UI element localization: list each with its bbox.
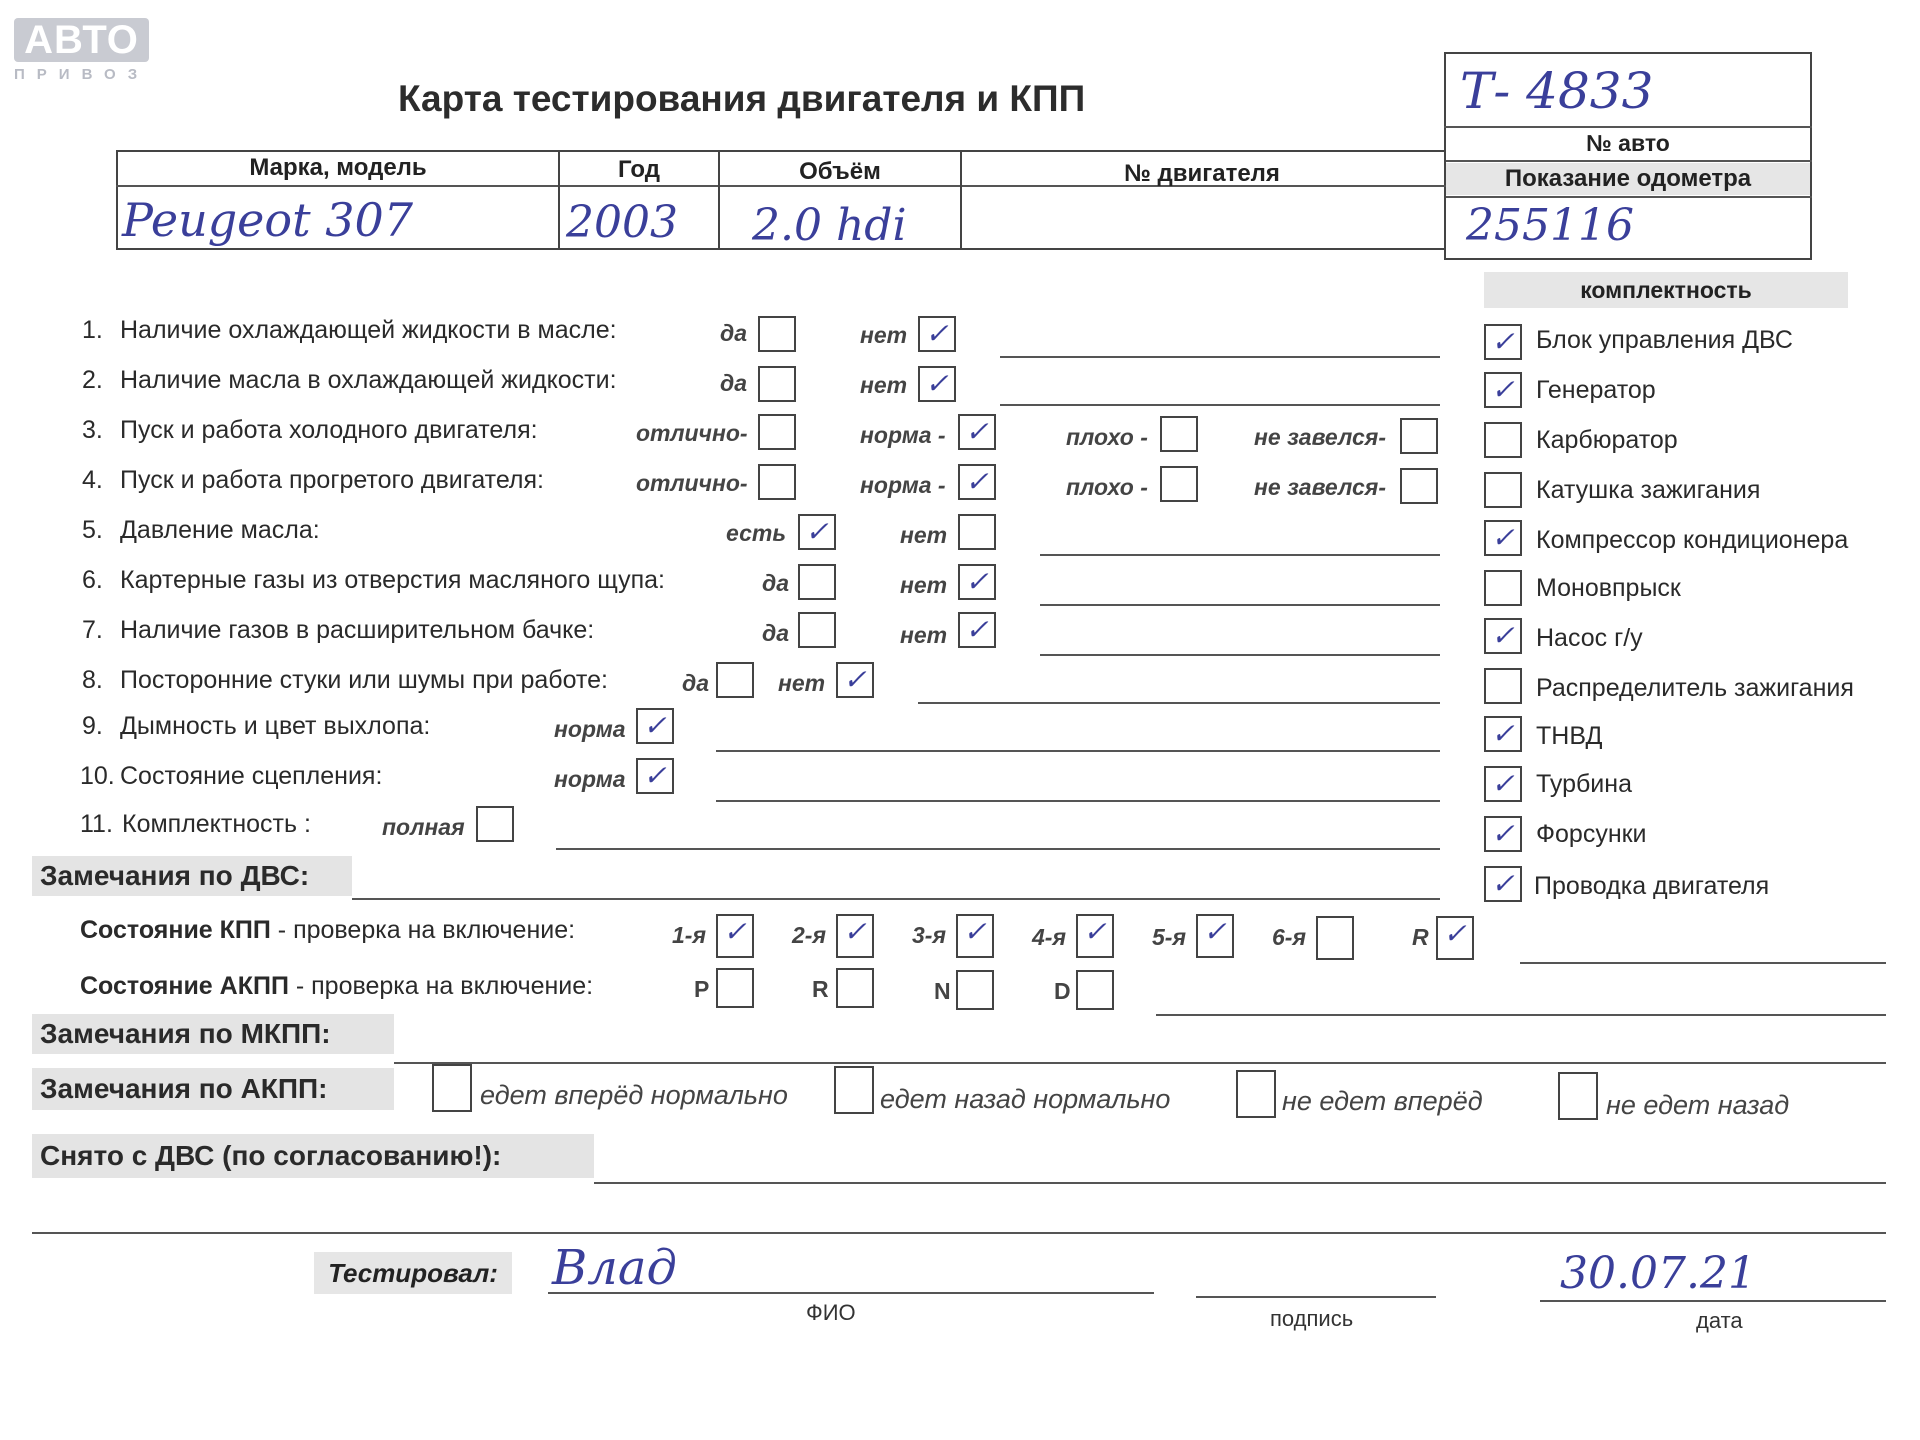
check-8-opt-net: нет bbox=[778, 670, 826, 696]
akpp-option-1-label: едет вперёд нормально bbox=[480, 1080, 788, 1110]
removed-line-2 bbox=[32, 1232, 1886, 1234]
kpp-label-rest: - проверка на включение: bbox=[270, 916, 576, 944]
check-4-box-3[interactable] bbox=[1160, 466, 1198, 502]
kpp-gear-r-label: R bbox=[1412, 924, 1429, 950]
check-9-opt-norma: норма bbox=[554, 716, 626, 742]
komplekt-label-8: Распределитель зажигания bbox=[1536, 674, 1854, 702]
kpp-gear-4-label: 4-я bbox=[1032, 924, 1066, 950]
kpp-gear-5-box[interactable]: ✓ bbox=[1196, 914, 1234, 958]
check-10-num: 10. bbox=[80, 762, 115, 790]
akpp-option-3-box[interactable] bbox=[1236, 1070, 1276, 1118]
check-1-opt-net: нет bbox=[860, 322, 908, 348]
notes-line bbox=[716, 750, 1440, 752]
kpp-gear-5-label: 5-я bbox=[1152, 924, 1186, 950]
akpp-option-1-box[interactable] bbox=[432, 1064, 472, 1112]
check-5-opt-est: есть bbox=[726, 520, 786, 546]
komplekt-box-1[interactable]: ✓ bbox=[1484, 324, 1522, 360]
date-line bbox=[1540, 1300, 1886, 1302]
akpp-option-4-box[interactable] bbox=[1558, 1072, 1598, 1120]
kpp-gear-1-label: 1-я bbox=[672, 922, 706, 948]
signature-caption: подпись bbox=[1270, 1306, 1354, 1331]
akpp-label-bold: Состояние АКПП bbox=[80, 972, 289, 1000]
komplekt-label-1: Блок управления ДВС bbox=[1536, 326, 1793, 354]
header-volume: Объём bbox=[799, 158, 881, 185]
fio-line bbox=[548, 1292, 1154, 1294]
check-3-opt-2: норма - bbox=[860, 422, 946, 448]
check-3-box-2[interactable]: ✓ bbox=[958, 414, 996, 450]
check-2-label: Наличие масла в охлаждающей жидкости: bbox=[120, 366, 617, 394]
check-3-opt-4: не завелся- bbox=[1254, 424, 1386, 450]
komplekt-label-6: Моновпрыск bbox=[1536, 574, 1681, 602]
komplekt-box-5[interactable]: ✓ bbox=[1484, 520, 1522, 556]
check-6-num: 6. bbox=[82, 566, 103, 594]
check-11-label: Комплектность : bbox=[122, 810, 311, 838]
header-model: Марка, модель bbox=[249, 154, 427, 181]
komplekt-box-2[interactable]: ✓ bbox=[1484, 372, 1522, 408]
check-10-box-norma[interactable]: ✓ bbox=[636, 758, 674, 794]
check-7-box-net[interactable]: ✓ bbox=[958, 612, 996, 648]
komplekt-label-2: Генератор bbox=[1536, 376, 1656, 404]
page-title: Карта тестирования двигателя и КПП bbox=[398, 78, 1086, 119]
check-5-box-est[interactable]: ✓ bbox=[798, 514, 836, 550]
kpp-gear-r-box[interactable]: ✓ bbox=[1436, 916, 1474, 960]
akpp-mode-n-label: N bbox=[934, 978, 951, 1004]
check-10-label: Состояние сцепления: bbox=[120, 762, 383, 790]
komplekt-label-10: Турбина bbox=[1536, 770, 1632, 798]
check-1-opt-da: да bbox=[720, 320, 748, 346]
akpp-mode-d-box[interactable] bbox=[1076, 970, 1114, 1010]
notes-line bbox=[716, 800, 1440, 802]
check-11-box-polnaya[interactable] bbox=[476, 806, 514, 842]
komplekt-box-8[interactable] bbox=[1484, 668, 1522, 704]
komplekt-box-7[interactable]: ✓ bbox=[1484, 618, 1522, 654]
akpp-mode-n-box[interactable] bbox=[956, 970, 994, 1010]
notes-line bbox=[918, 702, 1440, 704]
check-4-box-2[interactable]: ✓ bbox=[958, 464, 996, 500]
notes-line bbox=[556, 848, 1440, 850]
kpp-gear-3-box[interactable]: ✓ bbox=[956, 914, 994, 958]
komplekt-box-11[interactable]: ✓ bbox=[1484, 816, 1522, 852]
akpp-mode-r-label: R bbox=[812, 976, 829, 1002]
check-4-opt-2: норма - bbox=[860, 472, 946, 498]
komplekt-box-10[interactable]: ✓ bbox=[1484, 766, 1522, 802]
removed-line bbox=[594, 1182, 1886, 1184]
komplekt-box-4[interactable] bbox=[1484, 472, 1522, 508]
komplekt-label-7: Насос г/у bbox=[1536, 624, 1643, 652]
model-value: Peugeot 307 bbox=[122, 193, 414, 247]
notes-line bbox=[1040, 654, 1440, 656]
check-4-box-1[interactable] bbox=[758, 464, 796, 500]
tester-name: Влад bbox=[552, 1240, 677, 1296]
removed-label: Снято с ДВС (по согласованию!): bbox=[32, 1134, 594, 1178]
kpp-gear-6-label: 6-я bbox=[1272, 924, 1306, 950]
notes-line bbox=[1000, 404, 1440, 406]
check-5-box-net[interactable] bbox=[958, 514, 996, 550]
check-3-opt-1: отлично- bbox=[636, 420, 748, 446]
logo-subtitle: ПРИВОЗ bbox=[14, 66, 150, 83]
check-1-num: 1. bbox=[82, 316, 103, 344]
kpp-gear-2-label: 2-я bbox=[792, 922, 826, 948]
akpp-option-3-label: не едет вперёд bbox=[1282, 1086, 1483, 1116]
akpp-mode-r-box[interactable] bbox=[836, 968, 874, 1008]
header-engine-number: № двигателя bbox=[1124, 160, 1280, 187]
check-4-num: 4. bbox=[82, 466, 103, 494]
check-2-box-da[interactable] bbox=[758, 366, 796, 402]
check-4-opt-4: не завелся- bbox=[1254, 474, 1386, 500]
check-3-num: 3. bbox=[82, 416, 103, 444]
check-7-label: Наличие газов в расширительном бачке: bbox=[120, 616, 595, 644]
check-2-num: 2. bbox=[82, 366, 103, 394]
odometer-value: 255116 bbox=[1466, 200, 1634, 251]
komplekt-box-9[interactable]: ✓ bbox=[1484, 716, 1522, 752]
check-1-box-net[interactable]: ✓ bbox=[918, 316, 956, 352]
check-4-opt-3: плохо - bbox=[1066, 474, 1148, 500]
akpp-label-rest: - проверка на включение: bbox=[288, 972, 594, 1000]
check-10-opt-norma: норма bbox=[554, 766, 626, 792]
kpp-gear-4-box[interactable]: ✓ bbox=[1076, 914, 1114, 958]
check-3-opt-3: плохо - bbox=[1066, 424, 1148, 450]
akpp-mode-d-label: D bbox=[1054, 978, 1071, 1004]
divider bbox=[1444, 160, 1812, 162]
kpp-gear-2-box[interactable]: ✓ bbox=[836, 914, 874, 958]
akpp-mode-p-label: P bbox=[694, 976, 710, 1002]
akpp-notes-line bbox=[1156, 1014, 1886, 1016]
check-8-box-da[interactable] bbox=[716, 662, 754, 698]
komplekt-label-5: Компрессор кондиционера bbox=[1536, 526, 1849, 554]
komplekt-label-12: Проводка двигателя bbox=[1534, 872, 1770, 900]
check-2-opt-da: да bbox=[720, 370, 748, 396]
kpp-notes-line bbox=[1520, 962, 1886, 964]
check-2-box-net[interactable]: ✓ bbox=[918, 366, 956, 402]
check-6-label: Картерные газы из отверстия масляного щупа: bbox=[120, 566, 665, 594]
notes-line bbox=[1040, 554, 1440, 556]
check-9-label: Дымность и цвет выхлопа: bbox=[120, 712, 431, 740]
akpp-mode-p-box[interactable] bbox=[716, 968, 754, 1008]
fio-caption: ФИО bbox=[806, 1300, 856, 1325]
header-year: Год bbox=[618, 156, 660, 183]
check-1-label: Наличие охлаждающей жидкости в масле: bbox=[120, 316, 617, 344]
date-caption: дата bbox=[1696, 1308, 1743, 1333]
komplekt-label-11: Форсунки bbox=[1536, 820, 1647, 848]
volume-value: 2.0 hdi bbox=[752, 200, 907, 251]
check-4-opt-1: отлично- bbox=[636, 470, 748, 496]
check-4-label: Пуск и работа прогретого двигателя: bbox=[120, 466, 544, 494]
logo: АВТО bbox=[14, 18, 149, 62]
check-3-box-4[interactable] bbox=[1400, 418, 1438, 454]
auto-number-label: № авто bbox=[1586, 130, 1670, 156]
divider bbox=[1444, 126, 1812, 128]
check-8-opt-da: да bbox=[682, 670, 710, 696]
remarks-dvs-line bbox=[352, 898, 1440, 900]
check-3-label: Пуск и работа холодного двигателя: bbox=[120, 416, 538, 444]
odometer-label: Показание одометра bbox=[1446, 163, 1810, 195]
check-3-box-3[interactable] bbox=[1160, 416, 1198, 452]
check-11-num: 11. bbox=[80, 810, 113, 838]
kpp-label-bold: Состояние КПП bbox=[80, 916, 271, 944]
kpp-gear-3-label: 3-я bbox=[912, 922, 946, 948]
check-3-box-1[interactable] bbox=[758, 414, 796, 450]
check-7-box-da[interactable] bbox=[798, 612, 836, 648]
divider bbox=[1444, 196, 1812, 198]
check-7-num: 7. bbox=[82, 616, 103, 644]
remarks-mkpp-label: Замечания по МКПП: bbox=[32, 1014, 394, 1054]
check-8-label: Посторонние стуки или шумы при работе: bbox=[120, 666, 608, 694]
check-7-opt-da: да bbox=[762, 620, 790, 646]
date-value: 30.07.21 bbox=[1560, 1248, 1756, 1299]
kpp-gear-6-box[interactable] bbox=[1316, 916, 1354, 960]
akpp-label bbox=[80, 972, 593, 1001]
check-6-box-da[interactable] bbox=[798, 564, 836, 600]
check-9-box-norma[interactable]: ✓ bbox=[636, 708, 674, 744]
check-7-opt-net: нет bbox=[900, 622, 948, 648]
komplekt-label-4: Катушка зажигания bbox=[1536, 476, 1761, 504]
remarks-akpp-label: Замечания по АКПП: bbox=[32, 1068, 394, 1110]
akpp-option-4-label: не едет назад bbox=[1606, 1090, 1790, 1120]
check-6-box-net[interactable]: ✓ bbox=[958, 564, 996, 600]
check-1-box-da[interactable] bbox=[758, 316, 796, 352]
komplekt-label-9: ТНВД bbox=[1536, 722, 1603, 750]
kpp-label bbox=[80, 916, 575, 945]
remarks-mkpp-line bbox=[394, 1062, 1886, 1064]
komplekt-box-6[interactable] bbox=[1484, 570, 1522, 606]
check-5-num: 5. bbox=[82, 516, 103, 544]
kpp-gear-1-box[interactable]: ✓ bbox=[716, 914, 754, 958]
notes-line bbox=[1040, 604, 1440, 606]
check-5-label: Давление масла: bbox=[120, 516, 320, 544]
remarks-dvs-label: Замечания по ДВС: bbox=[32, 856, 352, 896]
auto-number-value: Т- 4833 bbox=[1460, 62, 1654, 120]
akpp-option-2-box[interactable] bbox=[834, 1066, 874, 1114]
komplekt-box-3[interactable] bbox=[1484, 422, 1522, 458]
check-8-box-net[interactable]: ✓ bbox=[836, 662, 874, 698]
komplekt-label-3: Карбюратор bbox=[1536, 426, 1678, 454]
signature-line bbox=[1196, 1296, 1436, 1298]
akpp-option-2-label: едет назад нормально bbox=[880, 1084, 1171, 1114]
tested-label: Тестировал: bbox=[314, 1252, 512, 1294]
year-value: 2003 bbox=[566, 197, 678, 248]
check-11-opt-polnaya: полная bbox=[382, 814, 465, 840]
notes-line bbox=[1000, 356, 1440, 358]
check-6-opt-da: да bbox=[762, 570, 790, 596]
check-6-opt-net: нет bbox=[900, 572, 948, 598]
check-4-box-4[interactable] bbox=[1400, 468, 1438, 504]
check-5-opt-net: нет bbox=[900, 522, 948, 548]
komplekt-box-12[interactable]: ✓ bbox=[1484, 866, 1522, 902]
check-8-num: 8. bbox=[82, 666, 103, 694]
check-9-num: 9. bbox=[82, 712, 103, 740]
check-2-opt-net: нет bbox=[860, 372, 908, 398]
komplekt-title: комплектность bbox=[1484, 272, 1848, 308]
